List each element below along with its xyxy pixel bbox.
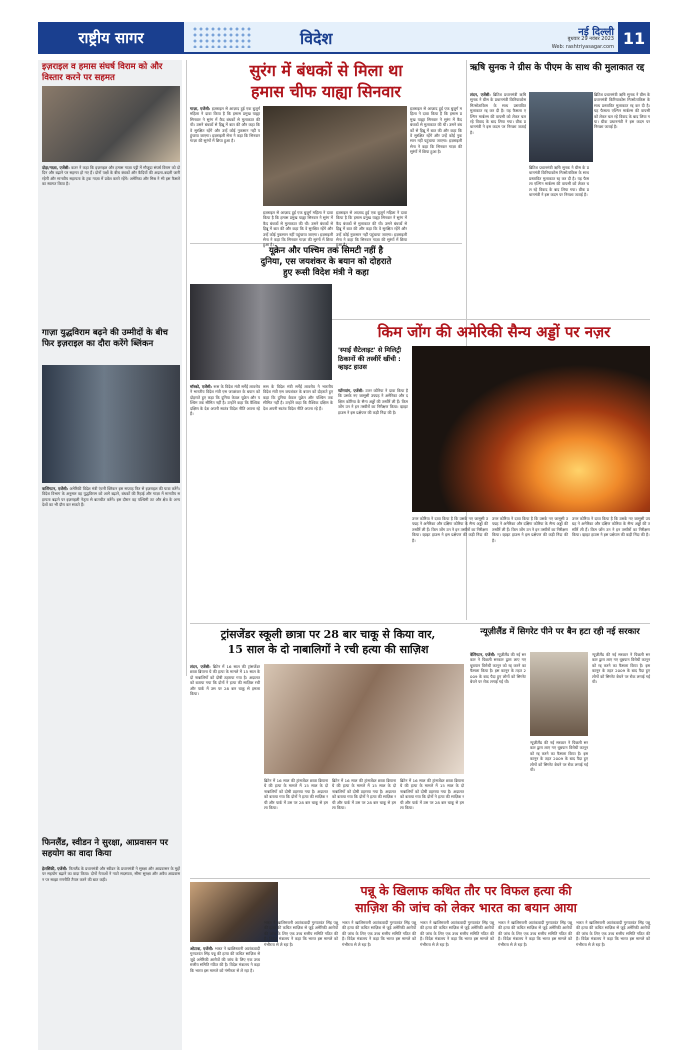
main5-text-col1: ओटावा, एजेंसी: भारत ने खालिस्तानी आतंकवादी गुरपतवंत सिंह पन्नू की हत्या की कथित साज़िश से जुड़े अमेरिकी आरोपों की जांच के लिए एक उच्च स्तरीय समिति गठित की है। विदेश मंत्रालय ने कहा कि भारत इस मामले को गंभीरता से ले रहा है। xyxy=(190,946,260,973)
rule-main1 xyxy=(190,243,462,244)
left-story2-text: वाशिंगटन, एजेंसी: अमेरिकी विदेश मंत्री एंटनी ब्लिंकन इस सप्ताह फिर से इज़राइल की यात्रा करेंगे। विदेश विभाग के अनुसार वह युद्धविराम को आगे बढ़ाने, बंधकों की रिहाई और गाज़ा में मानवीय सहायता बढ़ाने पर इज़राइली नेतृत्व से बातचीत करेंगे। इस दौरान वह पश्चिमी तट और क्षेत्र के अन्य देशों का भी दौरा कर सकते हैं। xyxy=(42,486,180,508)
left-story2-headline: गाज़ा युद्धविराम बढ़ने की उम्मीदों के बीच फिर इज़राइल का दौरा करेंगे ब्लिंकन xyxy=(42,328,168,349)
main3-text-col3: उत्तर कोरिया ने दावा किया है कि उसके नए जासूसी उपग्रह ने अमेरिका और दक्षिण कोरिया के सैन्य अड्डों की तस्वीरें ली हैं। किम जोंग उन ने इन तस्वीरों का निरीक्षण किया। व्हाइट हाउस ने इस प्रक्षेपण की कड़ी निंदा की है। xyxy=(492,516,568,543)
paper-name: राष्ट्रीय सागर xyxy=(78,29,144,47)
main2-headline xyxy=(190,246,462,279)
main4-text-col1: लंदन, एजेंसी: ब्रिटेन में 16 साल की ट्रांसजेंडर छात्रा ब्रियाना घे की हत्या के मामले में 15 साल के दो नाबालिगों को दोषी ठहराया गया है। अदालत को बताया गया कि दोनों ने हत्या की साज़िश रची और पार्क में उस पर 28 बार चाकू से हमला किया। xyxy=(190,664,260,697)
left-story2-photo xyxy=(42,365,180,483)
main4-text-col5: ब्रिटेन में 16 साल की ट्रांसजेंडर छात्रा ब्रियाना घे की हत्या के मामले में 15 साल के दो नाबालिगों को दोषी ठहराया गया है। अदालत को बताया गया कि दोनों ने हत्या की साज़िश रची और पार्क में उस पर 28 बार चाकू से हमला किया। xyxy=(400,778,464,811)
main3-photo xyxy=(412,346,650,512)
main5-text-col2: भारत ने खालिस्तानी आतंकवादी गुरपतवंत सिंह पन्नू की हत्या की कथित साज़िश से जुड़े अमेरिकी आरोपों की जांच के लिए एक उच्च स्तरीय समिति गठित की है। विदेश मंत्रालय ने कहा कि भारत इस मामले को गंभीरता से ले रहा है। xyxy=(264,920,338,947)
main4-headline-line1: ट्रांसजेंडर स्कूली छात्रा पर 28 बार चाकू से किया वार, xyxy=(220,628,436,641)
city: नई दिल्ली xyxy=(578,27,614,38)
main4-text-col4: ब्रिटेन में 16 साल की ट्रांसजेंडर छात्रा ब्रियाना घे की हत्या के मामले में 15 साल के दो नाबालिगों को दोषी ठहराया गया है। अदालत को बताया गया कि दोनों ने हत्या की साज़िश रची और पार्क में उस पर 28 बार चाकू से हमला किया। xyxy=(332,778,396,811)
main5-headline xyxy=(282,882,650,916)
main3-headline: किम जोंग की अमेरिकी सैन्य अड्डों पर नज़र xyxy=(377,323,611,341)
rule-left xyxy=(186,60,187,676)
main4-text-col2: ब्रिटेन में 16 साल की ट्रांसजेंडर छात्रा ब्रियाना घे की हत्या के मामले में 15 साल के दो नाबालिगों को दोषी ठहराया गया है। अदालत को बताया गया कि दोनों ने हत्या की साज़िश रची और पार्क में उस पर 28 बार चाकू से हमला किया। xyxy=(264,778,328,811)
main2-text-col1: मॉस्को, एजेंसी: रूस के विदेश मंत्री सर्गेई लावरोव ने भारतीय विदेश मंत्री एस जयशंकर के बयान को दोहराते हुए कहा कि दुनिया केवल यूक्रेन और पश्चिम तक सीमित नहीं है। उन्होंने कहा कि वैश्विक दक्षिण के देश अपनी स्वतंत्र विदेश नीति अपना रहे हैं। xyxy=(190,384,260,417)
main3-text-col1: प्योंगयांग, एजेंसी: उत्तर कोरिया ने दावा किया है कि उसके नए जासूसी उपग्रह ने अमेरिका और दक्षिण कोरिया के सैन्य अड्डों की तस्वीरें ली हैं। किम जोंग उन ने इन तस्वीरों का निरीक्षण किया। व्हाइट हाउस ने इस प्रक्षेपण की कड़ी निंदा की है। xyxy=(338,388,408,415)
section-title: विदेश xyxy=(300,29,333,48)
main2-headline-line2: दुनिया, एस जयशंकर के बयान को दोहराते xyxy=(260,257,392,267)
left-story3-headline: फिनलैंड, स्वीडन ने सुरक्षा, आप्रवासन पर सहयोग का वादा किया xyxy=(42,838,168,859)
main1-text-col2: इज़राइल से आज़ाद हुई एक बुज़ुर्ग महिला ने दावा किया है कि हमास प्रमुख याह्या सिनवार ने सुरंग में कैद बंधकों से मुलाकात की थी। उसने बंधकों से हिब्रू में बात की और कहा कि वे सुरक्षित रहेंगे और उन्हें कोई नुकसान नहीं पहुंचाया जाएगा। इज़राइली सेना ने कहा कि सिनवार गाज़ा की सुरंगों में छिपा हुआ है। xyxy=(263,210,333,248)
date: बुधवार 29 नवंबर 2023 xyxy=(567,36,614,42)
page-number: 11 xyxy=(622,28,646,48)
left-story1-text: दोहा/गाज़ा, एजेंसी: कतर ने कहा कि इज़राइल और हमास गाज़ा पट्टी में मौजूदा संघर्ष विराम को दो दिन और बढ़ाने पर सहमत हो गए हैं। दोनों पक्षों के बीच बंधकों और कैदियों की अदला-बदली जारी रहेगी और मानवीय सहायता के ट्रक गाज़ा में प्रवेश करते रहेंगे। अमेरिका और मिस्र ने भी इस फैसले का स्वागत किया है। xyxy=(42,165,180,187)
right1-text-col1: लंदन, एजेंसी: ब्रिटिश प्रधानमंत्री ऋषि सुनक ने ग्रीस के प्रधानमंत्री किरियाकोस मित्सोताकिस के साथ प्रस्तावित मुलाकात रद्द कर दी है। यह फैसला एल्गिन मार्बल्स की वापसी को लेकर चल रहे विवाद के बाद लिया गया। ग्रीक प्रधानमंत्री ने इस कदम पर निराशा जताई है। xyxy=(470,92,526,135)
main3-text-col2: उत्तर कोरिया ने दावा किया है कि उसके नए जासूसी उपग्रह ने अमेरिका और दक्षिण कोरिया के सैन्य अड्डों की तस्वीरें ली हैं। किम जोंग उन ने इन तस्वीरों का निरीक्षण किया। व्हाइट हाउस ने इस प्रक्षेपण की कड़ी निंदा की है। xyxy=(412,516,488,543)
right2-headline: न्यूज़ीलैंड में सिगरेट पीने पर बैन हटा रही नई सरकार xyxy=(480,627,640,637)
main1-photo xyxy=(263,106,407,206)
main1-text-col4: इज़राइल से आज़ाद हुई एक बुज़ुर्ग महिला ने दावा किया है कि हमास प्रमुख याह्या सिनवार ने सुरंग में कैद बंधकों से मुलाकात की थी। उसने बंधकों से हिब्रू में बात की और कहा कि वे सुरक्षित रहेंगे और उन्हें कोई नुकसान नहीं पहुंचाया जाएगा। इज़राइली सेना ने कहा कि सिनवार गाज़ा की सुरंगों में छिपा हुआ है। xyxy=(410,106,462,155)
right1-text-col2: ब्रिटिश प्रधानमंत्री ऋषि सुनक ने ग्रीस के प्रधानमंत्री किरियाकोस मित्सोताकिस के साथ प्रस्तावित मुलाकात रद्द कर दी है। यह फैसला एल्गिन मार्बल्स की वापसी को लेकर चल रहे विवाद के बाद लिया गया। ग्रीक प्रधानमंत्री ने इस कदम पर निराशा जताई है। xyxy=(529,165,589,198)
page-number-box xyxy=(618,22,650,54)
right1-text-col3: ब्रिटिश प्रधानमंत्री ऋषि सुनक ने ग्रीस के प्रधानमंत्री किरियाकोस मित्सोताकिस के साथ प्रस्तावित मुलाकात रद्द कर दी है। यह फैसला एल्गिन मार्बल्स की वापसी को लेकर चल रहे विवाद के बाद लिया गया। ग्रीक प्रधानमंत्री ने इस कदम पर निराशा जताई है। xyxy=(594,92,650,130)
paper-name-box xyxy=(38,22,184,54)
main4-headline xyxy=(190,627,466,657)
main1-headline-line1: सुरंग में बंधकों से मिला था xyxy=(249,61,403,80)
main5-headline-line2: साज़िश की जांच को लेकर भारत का बयान आया xyxy=(355,900,577,915)
rule-main4 xyxy=(190,878,650,879)
right2-photo xyxy=(530,652,588,736)
right2-text-col3: न्यूज़ीलैंड की नई सरकार ने पिछली सरकार द्वारा लाए गए धूम्रपान विरोधी कानून को रद्द करने का फैसला किया है। इस कानून के तहत 2009 के बाद पैदा हुए लोगों को सिगरेट बेचने पर रोक लगाई गई थी। xyxy=(592,652,650,685)
main2-photo xyxy=(190,284,332,380)
main4-headline-line2: 15 साल के दो नाबालिगों ने रची हत्या की साज़िश xyxy=(227,643,429,656)
left-story3-text: हेलसिंकी, एजेंसी: फिनलैंड के प्रधानमंत्री और स्वीडन के प्रधानमंत्री ने सुरक्षा और आप्रवासन के मुद्दों पर सहयोग बढ़ाने का वादा किया। दोनों नेताओं ने नाटो सदस्यता, सीमा सुरक्षा और अवैध आप्रवासन पर साझा रणनीति तैयार करने की बात कही। xyxy=(42,866,181,882)
main1-text-col1: गाज़ा, एजेंसी: इज़राइल से आज़ाद हुई एक बुज़ुर्ग महिला ने दावा किया है कि हमास प्रमुख याह्या सिनवार ने सुरंग में कैद बंधकों से मुलाकात की थी। उसने बंधकों से हिब्रू में बात की और कहा कि वे सुरक्षित रहेंगे और उन्हें कोई नुकसान नहीं पहुंचाया जाएगा। इज़राइली सेना ने कहा कि सिनवार गाज़ा की सुरंगों में छिपा हुआ है। xyxy=(190,106,260,144)
main3-subhead: 'स्पाई सैटेलाइट' से मिलिट्री ठिकानों की तस्वीरें खींची : व्हाइट हाउस xyxy=(338,346,402,371)
main2-headline-line3: हुए रूसी विदेश मंत्री ने कहा xyxy=(283,268,369,278)
rule-main3 xyxy=(190,623,650,624)
decorative-dots xyxy=(192,26,252,48)
left-story1-headline: इज़राइल व हमास संघर्ष विराम को और विस्तार करने पर सहमत xyxy=(42,62,163,83)
right1-photo xyxy=(529,92,593,162)
left-story1-photo xyxy=(42,86,180,162)
right2-text-col1: वेलिंगटन, एजेंसी: न्यूज़ीलैंड की नई सरकार ने पिछली सरकार द्वारा लाए गए धूम्रपान विरोधी कानून को रद्द करने का फैसला किया है। इस कानून के तहत 2009 के बाद पैदा हुए लोगों को सिगरेट बेचने पर रोक लगाई गई थी। xyxy=(470,652,526,685)
main1-headline-line2: हमास चीफ याह्या सिनवार xyxy=(251,82,401,101)
main5-text-col4: भारत ने खालिस्तानी आतंकवादी गुरपतवंत सिंह पन्नू की हत्या की कथित साज़िश से जुड़े अमेरिकी आरोपों की जांच के लिए एक उच्च स्तरीय समिति गठित की है। विदेश मंत्रालय ने कहा कि भारत इस मामले को गंभीरता से ले रहा है। xyxy=(420,920,494,947)
right2-text-col2: न्यूज़ीलैंड की नई सरकार ने पिछली सरकार द्वारा लाए गए धूम्रपान विरोधी कानून को रद्द करने का फैसला किया है। इस कानून के तहत 2009 के बाद पैदा हुए लोगों को सिगरेट बेचने पर रोक लगाई गई थी। xyxy=(530,740,588,773)
main2-headline-line1: यूक्रेन और पश्चिम तक सिमटी नहीं है xyxy=(268,246,384,256)
main5-text-col6: भारत ने खालिस्तानी आतंकवादी गुरपतवंत सिंह पन्नू की हत्या की कथित साज़िश से जुड़े अमेरिकी आरोपों की जांच के लिए एक उच्च स्तरीय समिति गठित की है। विदेश मंत्रालय ने कहा कि भारत इस मामले को गंभीरता से ले रहा है। xyxy=(576,920,650,947)
main2-text-col2: रूस के विदेश मंत्री सर्गेई लावरोव ने भारतीय विदेश मंत्री एस जयशंकर के बयान को दोहराते हुए कहा कि दुनिया केवल यूक्रेन और पश्चिम तक सीमित नहीं है। उन्होंने कहा कि वैश्विक दक्षिण के देश अपनी स्वतंत्र विदेश नीति अपना रहे हैं। xyxy=(263,384,333,411)
main5-headline-line1: पन्नू के खिलाफ कथित तौर पर विफल हत्या की xyxy=(360,883,572,898)
main3-text-col4: उत्तर कोरिया ने दावा किया है कि उसके नए जासूसी उपग्रह ने अमेरिका और दक्षिण कोरिया के सैन्य अड्डों की तस्वीरें ली हैं। किम जोंग उन ने इन तस्वीरों का निरीक्षण किया। व्हाइट हाउस ने इस प्रक्षेपण की कड़ी निंदा की है। xyxy=(572,516,650,538)
right1-headline: ऋषि सुनक ने ग्रीस के पीएम के साथ की मुलाकात रद्द xyxy=(470,63,645,73)
main1-text-col3: इज़राइल से आज़ाद हुई एक बुज़ुर्ग महिला ने दावा किया है कि हमास प्रमुख याह्या सिनवार ने सुरंग में कैद बंधकों से मुलाकात की थी। उसने बंधकों से हिब्रू में बात की और कहा कि वे सुरक्षित रहेंगे और उन्हें कोई नुकसान नहीं पहुंचाया जाएगा। इज़राइली सेना ने कहा कि सिनवार गाज़ा की सुरंगों में छिपा हुआ है। xyxy=(336,210,407,248)
main5-text-col5: भारत ने खालिस्तानी आतंकवादी गुरपतवंत सिंह पन्नू की हत्या की कथित साज़िश से जुड़े अमेरिकी आरोपों की जांच के लिए एक उच्च स्तरीय समिति गठित की है। विदेश मंत्रालय ने कहा कि भारत इस मामले को गंभीरता से ले रहा है। xyxy=(498,920,572,947)
main1-headline xyxy=(190,60,462,102)
website: Web: rashtriyasagar.com xyxy=(551,44,614,50)
main5-text-col3: भारत ने खालिस्तानी आतंकवादी गुरपतवंत सिंह पन्नू की हत्या की कथित साज़िश से जुड़े अमेरिकी आरोपों की जांच के लिए एक उच्च स्तरीय समिति गठित की है। विदेश मंत्रालय ने कहा कि भारत इस मामले को गंभीरता से ले रहा है। xyxy=(342,920,416,947)
